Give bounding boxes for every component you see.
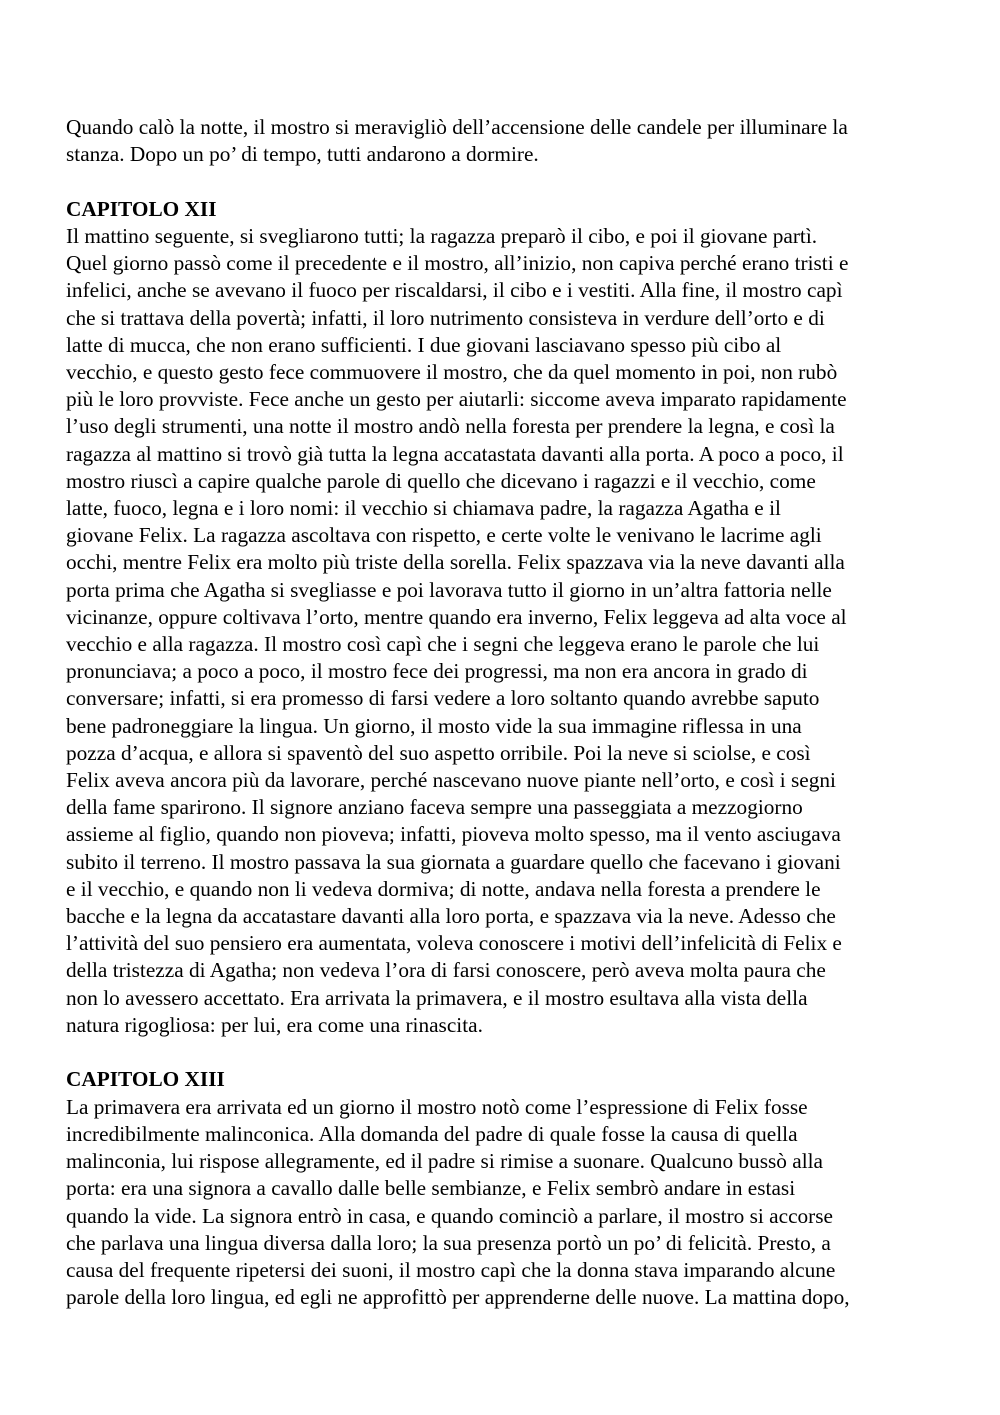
text-line: della tristezza di Agatha; non vedeva l’ora di farsi conoscere, però aveva molta paura che [66, 958, 826, 983]
text-line: vecchio, e questo gesto fece commuovere il mostro, che da quel momento in poi, non rubò [66, 360, 838, 385]
text-line: non lo avessero accettato. Era arrivata la primavera, e il mostro esultava alla vista della [66, 985, 808, 1010]
text-line: vicinanze, oppure coltivava l’orto, mentre quando era inverno, Felix leggeva ad alta voce al [66, 604, 847, 629]
text-line: l’attività del suo pensiero era aumentata, voleva conoscere i motivi dell’infelicità di Felix e [66, 931, 842, 956]
text-line: La primavera era arrivata ed un giorno il mostro notò come l’espressione di Felix fosse [66, 1094, 808, 1119]
text-line: più le loro provviste. Fece anche un gesto per aiutarli: siccome aveva imparato rapidamente [66, 387, 847, 412]
text-line: subito il terreno. Il mostro passava la sua giornata a guardare quello che facevano i giovani [66, 849, 841, 874]
text-line: infelici, anche se avevano il fuoco per riscaldarsi, il cibo e i vestiti. Alla fine, il mostro capì [66, 278, 843, 303]
text-line: quando la vide. La signora entrò in casa, e quando cominciò a parlare, il mostro si accorse [66, 1203, 834, 1228]
text-line: pozza d’acqua, e allora si spaventò del suo aspetto orribile. Poi la neve si sciolse, e così [66, 740, 811, 765]
chapter-13-heading: CAPITOLO XIII [66, 1067, 225, 1092]
text-line: bacche e la legna da accatastare davanti alla loro porta, e spazzava via la neve. Adesso che [66, 904, 836, 929]
text-line: parole della loro lingua, ed egli ne approfittò per apprenderne delle nuove. La mattina dopo, [66, 1285, 850, 1310]
text-line: Quando calò la notte, il mostro si meravigliò dell’accensione delle candele per illuminare la [66, 115, 848, 139]
text-line: mostro riuscì a capire qualche parole di quello che dicevano i ragazzi e il vecchio, come [66, 468, 816, 493]
paragraph-gap [66, 168, 946, 195]
chapter-12-heading: CAPITOLO XII [66, 196, 217, 221]
text-line: assieme al figlio, quando non pioveva; infatti, pioveva molto spesso, ma il vento asciugava [66, 822, 841, 847]
text-line: e il vecchio, e quando non li vedeva dormiva; di notte, andava nella foresta a prendere le [66, 876, 821, 901]
text-line: malinconia, lui rispose allegramente, ed il padre si rimise a suonare. Qualcuno bussò alla [66, 1149, 823, 1174]
text-line: Quel giorno passò come il precedente e il mostro, all’inizio, non capiva perché erano tristi e [66, 251, 849, 276]
text-line: pronunciava; a poco a poco, il mostro fece dei progressi, ma non era ancora in grado di [66, 659, 808, 684]
document-page [66, 114, 946, 1311]
text-line: incredibilmente malinconica. Alla domanda del padre di quale fosse la causa di quella [66, 1121, 798, 1146]
text-line: giovane Felix. La ragazza ascoltava con rispetto, e certe volte le venivano le lacrime agli [66, 523, 822, 548]
chapter-13-paragraph [66, 1094, 946, 1312]
paragraph-gap [66, 1039, 946, 1066]
text-line: bene padroneggiare la lingua. Un giorno, il mosto vide la sua immagine riflessa in una [66, 713, 802, 738]
text-line: causa del frequente ripetersi dei suoni, il mostro capì che la donna stava imparando alcune [66, 1257, 836, 1282]
text-line: Felix aveva ancora più da lavorare, perché nascevano nuove piante nell’orto, e così i segni [66, 768, 836, 793]
text-line: stanza. Dopo un po’ di tempo, tutti andarono a dormire. [66, 142, 539, 167]
intro-paragraph [66, 114, 946, 168]
text-line: occhi, mentre Felix era molto più triste della sorella. Felix spazzava via la neve davanti alla [66, 550, 845, 575]
text-line: Il mattino seguente, si svegliarono tutti; la ragazza preparò il cibo, e poi il giovane partì. [66, 224, 818, 248]
chapter-12-paragraph [66, 223, 946, 1039]
text-line: della fame sparirono. Il signore anziano faceva sempre una passeggiata a mezzogiorno [66, 795, 803, 820]
text-line: natura rigogliosa: per lui, era come una rinascita. [66, 1012, 483, 1037]
text-line: conversare; infatti, si era promesso di farsi vedere a loro soltanto quando avrebbe saputo [66, 686, 820, 711]
text-line: porta prima che Agatha si svegliasse e poi lavorava tutto il giorno in un’altra fattoria nelle [66, 577, 832, 602]
text-line: latte di mucca, che non erano sufficienti. I due giovani lasciavano spesso più cibo al [66, 332, 782, 357]
text-line: latte, fuoco, legna e i loro nomi: il vecchio si chiamava padre, la ragazza Agatha e il [66, 496, 781, 521]
text-line: che parlava una lingua diversa dalla loro; la sua presenza portò un po’ di felicità. Presto, a [66, 1230, 831, 1255]
text-line: porta: era una signora a cavallo dalle belle sembianze, e Felix sembrò andare in estasi [66, 1176, 796, 1201]
text-line: vecchio e alla ragazza. Il mostro così capì che i segni che leggeva erano le parole che lui [66, 632, 820, 657]
text-line: l’uso degli strumenti, una notte il mostro andò nella foresta per prendere la legna, e così la [66, 414, 835, 439]
text-line: che si trattava della povertà; infatti, il loro nutrimento consisteva in verdure dell’orto e di [66, 305, 825, 330]
text-line: ragazza al mattino si trovò già tutta la legna accatastata davanti alla porta. A poco a poco, il [66, 441, 844, 466]
